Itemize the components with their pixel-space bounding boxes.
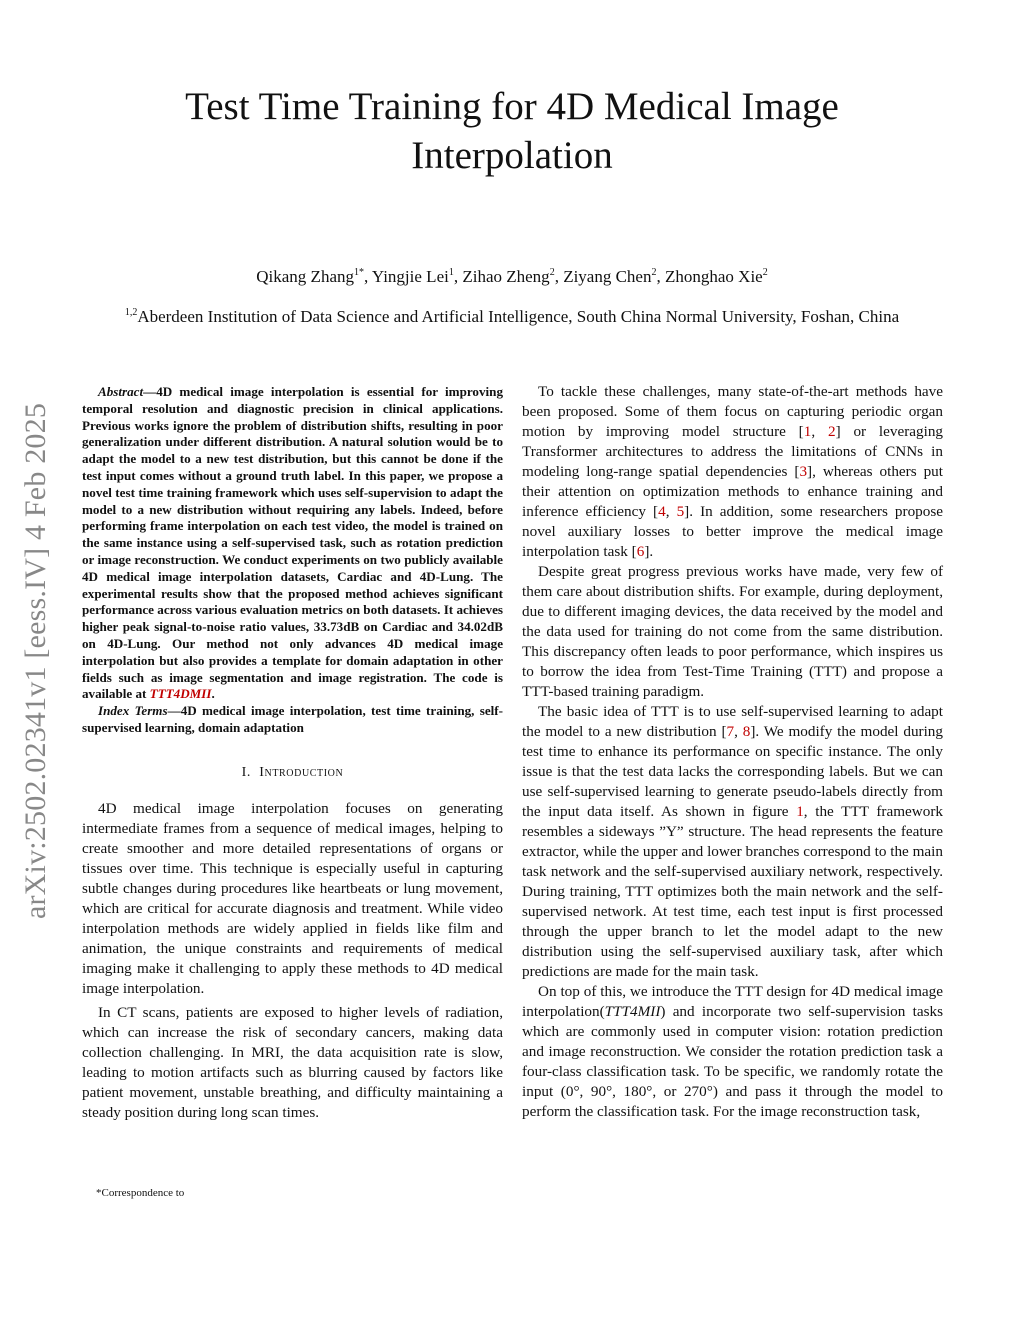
text-run: Despite great progress previous works have made, very few of them care about distribution shifts. For example, during deployment, due to different imaging devices, the data received by the model and the data used for training do not come from the same distribution. This discrepancy often leads to poor performance, which inspires us to borrow the idea from Test-Time Training (TTT) and propose a TTT-based training paradigm. xyxy=(522,563,943,700)
citation-link[interactable]: 7 xyxy=(726,723,735,740)
right-paragraph-3 xyxy=(522,702,943,982)
author-name: Zhonghao Xie xyxy=(664,267,763,286)
citation-link[interactable]: 2 xyxy=(827,423,836,440)
section-title: Introduction xyxy=(259,764,344,780)
section-number: I. xyxy=(241,764,252,780)
method-name: TTT4MII xyxy=(604,1003,661,1020)
text-run: ], whereas others put their attention on optimization methods to enhance training and inference efficiency [ xyxy=(522,463,943,520)
abstract-lead: Abstract xyxy=(98,384,144,399)
text-run: ] or leveraging Transformer architectures to address the limitations of CNNs in modeling long-range spatial dependencies [ xyxy=(522,423,944,480)
citation-link[interactable]: 1 xyxy=(796,803,804,820)
text-run: , xyxy=(734,723,743,740)
text-run: , the TTT framework resembles a sideways ”Y” structure. The head represents the feature extractor, while the upper and lower branches correspond to the main task network and the self-supervised auxiliary network, respectively. During training, TTT optimizes both the main network and the self-supervised network. At test time, each test input is first processed through the upper branch to let the model adapt to the new distribution using the self-supervised auxiliary task, after which predictions are made for the main task. xyxy=(522,803,943,980)
index-terms xyxy=(82,703,503,737)
author-sup: 1 xyxy=(448,267,454,278)
citation-link[interactable]: 8 xyxy=(742,723,751,740)
right-paragraph-4 xyxy=(522,982,943,1122)
author-sup: 2 xyxy=(651,267,657,278)
citation-link[interactable]: 1 xyxy=(803,423,812,440)
affiliation xyxy=(60,306,964,328)
author-name: Zihao Zheng xyxy=(462,267,550,286)
text-run: On top of this, we introduce the TTT design for 4D medical image interpolation( xyxy=(522,983,943,1020)
author-list: Qikang Zhang$^{1*}$, Yingjie Lei$^1$, Zihao Zheng$^2$, Ziyang Chen$^2$, Zhonghao Xie$^2$ xyxy=(256,267,768,286)
text-run: ]. In addition, some researchers propose novel auxiliary losses to better improve the medical image interpolation task [ xyxy=(522,503,944,560)
right-column xyxy=(522,382,943,1122)
intro-paragraph-1: 4D medical image interpolation focuses on generating intermediate frames from a sequence of medical images, helping to create smoother and more detailed representations of organs or tissues over time. This technique is especially useful in capturing subtle changes during procedures like heartbeats or lung movement, which are critical for accurate diagnosis and treatment. While video interpolation methods are widely applied in fields like film and animation, the unique constraints and requirements of medical imaging make it challenging to apply these methods to 4D medical image interpolation. xyxy=(82,799,503,997)
abstract xyxy=(82,384,503,703)
author-name: Yingjie Lei xyxy=(371,267,449,286)
affiliation-text: Aberdeen Institution of Data Science and Artificial Intelligence, South China Normal University, Foshan, China xyxy=(137,307,900,326)
text-run: , xyxy=(811,423,828,440)
text-run: The basic idea of TTT is to use self-supervised learning to adapt the model to a new distribution [ xyxy=(522,703,943,740)
abstract-end: . xyxy=(211,686,215,702)
author-name: Qikang Zhang xyxy=(256,267,354,286)
citation-link[interactable]: 5 xyxy=(676,503,685,520)
index-terms-lead: Index Terms xyxy=(98,703,168,719)
text-run: ]. xyxy=(644,543,654,560)
text-run: ]. We modify the model during test time to enhance its performance on specific instance. The only issue is that the test data lacks the corresponding labels. But we can use self-supervised learning to generate pseudo-labels directly from the input data itself. As shown in figure xyxy=(522,723,943,820)
section-heading xyxy=(82,765,503,781)
right-paragraph-2 xyxy=(522,562,943,702)
index-terms-text: —4D medical image interpolation, test time training, self-supervised learning, domain adaptation xyxy=(82,703,503,735)
abstract-text: —4D medical image interpolation is essential for improving temporal resolution and diagnostic precision in clinical applications. Previous works ignore the problem of distribution shifts, resulting in poor generalization under different distribution. A natural solution would be to adapt the model to a new test distribution, but this cannot be done if the test input comes without a ground truth label. In this paper, we propose a novel test time training framework which uses self-supervision to adapt the model to a new distribution without requiring any labels. Indeed, before performing frame interpolation on each test video, the model is trained on the same instance using a self-supervised task, such as rotation prediction or image reconstruction. We conduct experiments on two publicly available 4D medical image interpolation datasets, Cardiac and 4D-Lung. The experimental results show that the proposed method achieves significant performance across various evaluation metrics on both datasets. It achieves higher peak signal-to-noise ratio values, 33.73dB on Cardiac and 34.02dB on 4D-Lung. Our method not only advances 4D medical image interpolation but also provides a template for domain adaptation in other fields such as image segmentation and image registration. The code is available at xyxy=(82,384,503,702)
text-run: , xyxy=(665,503,677,520)
code-link[interactable]: TTT4DMII xyxy=(149,686,212,702)
author-sup: 1* xyxy=(354,267,364,278)
text-run: To tackle these challenges, many state-of-the-art methods have been proposed. Some of them focus on capturing periodic organ motion by improving model structure [ xyxy=(522,383,943,440)
arxiv-stamp: arXiv:2502.02341v1 [eess.IV] 4 Feb 2025 xyxy=(19,402,52,920)
author-sup: 2 xyxy=(762,267,768,278)
text-run: ) and incorporate two self-supervision tasks which are commonly used in computer vision: rotation prediction and image reconstruction. We consider the rotation prediction task a four-class classification task. To be specific, we randomly rotate the input (0°, 90°, 180°, or 270°) and pass it through the model to perform the classification task. For the image reconstruction task, xyxy=(522,1003,943,1120)
citation-link[interactable]: 4 xyxy=(658,503,666,520)
left-column xyxy=(82,384,503,1123)
citation-link[interactable]: 6 xyxy=(636,543,645,560)
intro-paragraph-2: In CT scans, patients are exposed to higher levels of radiation, which can increase the risk of secondary cancers, making data collection challenging. In MRI, the data acquisition rate is slow, leading to motion artifacts such as blurring caused by factors like patient movement, unstable breathing, and difficulty maintaining a steady position during long scan times. xyxy=(82,1003,503,1121)
author-sup: 2 xyxy=(549,267,555,278)
paper-title: Test Time Training for 4D Medical Image Interpolation xyxy=(185,85,839,177)
author-name: Ziyang Chen xyxy=(563,267,652,286)
footnote: *Correspondence to xyxy=(96,1187,185,1199)
citation-link[interactable]: 3 xyxy=(799,463,808,480)
right-paragraph-1 xyxy=(522,382,943,562)
affiliation-sup: 1,2 xyxy=(124,307,138,318)
